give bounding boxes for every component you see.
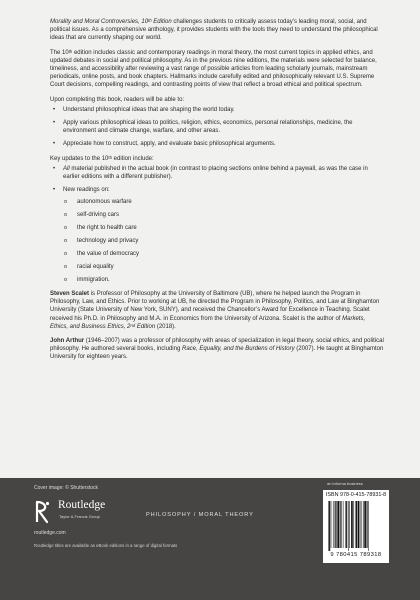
topic-item: o self-driving cars xyxy=(63,211,384,219)
book-title: Morality and Moral Controversies, 10 xyxy=(50,19,149,25)
intro-paragraph xyxy=(50,18,384,43)
book-title-edition: Edition xyxy=(151,19,172,25)
publisher-url: routledge.com xyxy=(34,530,66,536)
arthur-book-title: Race, Equality, and the Burdens of History xyxy=(181,346,295,353)
ebook-note: Routledge titles are available as eBook editions in a range of digital formats xyxy=(34,543,178,548)
topics-list xyxy=(63,198,384,284)
list-item xyxy=(50,165,384,181)
topic-item: o the right to health care xyxy=(63,224,384,232)
intro-text: challenges students to critically assess today’s leading moral, social, and political issues. As a comprehensive anthology, it provides students with the tools they need to understand the philosophical ideas that are currently shaping our world. xyxy=(50,19,378,42)
list-item: • Apply various philosophical ideas to politics, religion, ethics, economics, personal relationships, medicine, the environment and climate change, warfare, and other areas. xyxy=(50,119,384,135)
new-readings-label: New readings on: xyxy=(63,187,110,194)
barcode-icon xyxy=(327,501,385,551)
outcomes-list xyxy=(50,106,384,149)
bio-scalet-end: (2018). xyxy=(155,323,176,330)
bio-arthur-end: (2007). He taught at Binghamton University for eighteen years. xyxy=(50,346,384,361)
updates-list xyxy=(50,165,384,284)
scalet-book-title: Markets, Ethics, and Business Ethics, 2 xyxy=(50,315,366,330)
footer-bar xyxy=(0,478,420,600)
blurb xyxy=(50,18,384,368)
topic-item: o technology and privacy xyxy=(63,237,384,245)
cover-credit: Cover image: © Shutterstock xyxy=(34,485,98,491)
scalet-book-edition: Edition xyxy=(135,323,156,330)
edition-sup: th xyxy=(68,48,73,54)
author-name-arthur: John Arthur xyxy=(50,338,85,345)
edition-text: edition includes classic and contemporary readings in moral theory, the most current topics in applied ethics, and updated debates in social and political philosophy. As in the previous nine editions, the materials were selected for balance, timeliness, and accessibility after reviewing a vast range of possible articles from leading scholarly journals, mainstream periodicals, online posts, and book chapters. Hallmarks include carefully edited and philosophically relevant U.S. Supreme Court decisions, compelling readings, and contrasting points of view that reflect a broad ethical and political spectrum. xyxy=(50,49,377,89)
bio-scalet-text: is Professor of Philosophy at the University of Baltimore (UB), where he helped launch the Program in Philosophy, Law, and Ethics. Prior to working at UB, he directed the Program in Philosophy, Politics, and Law at Binghamton University (State University of New York, SUNY), and received the Chancellor’s Award for Excellence in Teaching. Scalet received his Ph.D. in Philosophy and M.A. in Economics from the University of Arizona. Scalet is the author of xyxy=(50,291,380,322)
list-item: • Appreciate how to construct, apply, and evaluate basic philosophical arguments. xyxy=(50,140,384,148)
subject-category: PHILOSOPHY / MORAL THEORY xyxy=(146,512,254,518)
updates-lead-sup: th xyxy=(108,154,112,160)
barcode-number: 9 780415 789318 xyxy=(330,552,382,558)
publisher-sub: Taylor & Francis Group xyxy=(59,514,100,519)
scalet-book-sup: nd xyxy=(130,322,136,328)
updates-all-text: material published in the actual book (in contrast to placing sections online behind a paywall, as was the case in earlier editions with a different publisher). xyxy=(63,165,368,181)
topic-item: o autonomous warfare xyxy=(63,198,384,206)
updates-all: All xyxy=(63,165,70,172)
edition-paragraph xyxy=(50,49,384,90)
bio-arthur-text: (1946–2007) was a professor of philosophy with areas of specialization in legal theory, social ethics, and political philosophy. He authored several books, including xyxy=(50,338,384,353)
topic-item: o racial equality xyxy=(63,263,384,271)
edition-text-pre: The 10 xyxy=(50,49,69,56)
updates-lead xyxy=(50,155,384,163)
list-item: • Understand philosophical ideas that are shaping the world today. xyxy=(50,106,384,114)
informa-note: an informa business xyxy=(327,481,363,486)
topic-item: o immigration. xyxy=(63,276,384,284)
routledge-logo-icon xyxy=(33,499,53,525)
topic-item: o the value of democracy xyxy=(63,250,384,258)
publisher-name: Routledge xyxy=(58,499,106,511)
bio-arthur xyxy=(50,337,384,362)
book-title-sup: th xyxy=(148,18,152,23)
isbn: ISBN 978-0-415-78931-8 xyxy=(325,492,387,498)
outcomes-lead: Upon completing this book, readers will be able to: xyxy=(50,96,185,103)
barcode-box xyxy=(323,490,389,563)
author-name-scalet: Steven Scalet xyxy=(50,291,90,297)
updates-lead-pre: Key updates to the 10 xyxy=(50,155,109,162)
updates-lead-post: edition include: xyxy=(111,155,154,162)
list-item xyxy=(50,186,384,284)
bio-scalet xyxy=(50,290,384,331)
